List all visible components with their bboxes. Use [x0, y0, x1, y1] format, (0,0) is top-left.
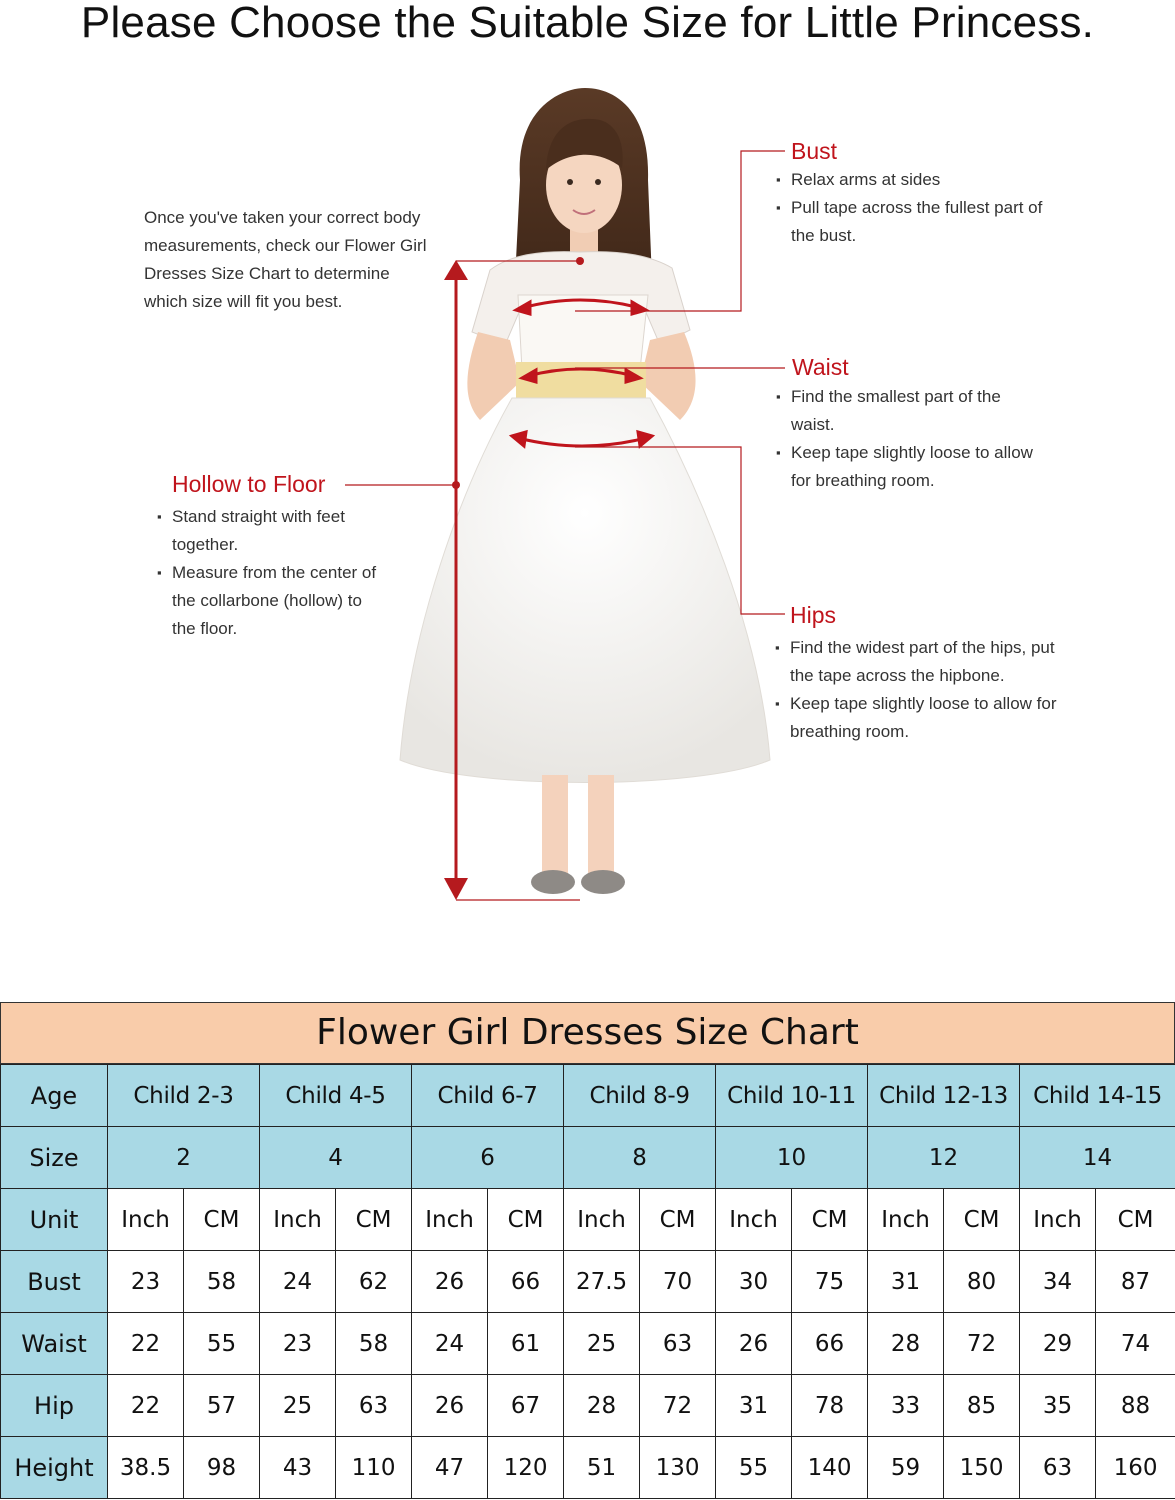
hip-row: [1, 1375, 1175, 1437]
waist-value-cell: 61: [488, 1313, 564, 1375]
age-row: [1, 1065, 1175, 1127]
size-cell: 12: [868, 1127, 1020, 1189]
bust-value-cell: 26: [412, 1251, 488, 1313]
height-value-cell: 130: [640, 1437, 716, 1499]
age-label: Age: [1, 1065, 108, 1127]
hollow-bullet-1: ▪ Stand straight with feet together.: [157, 503, 382, 559]
size-cell: 8: [564, 1127, 716, 1189]
hip-value-cell: 78: [792, 1375, 868, 1437]
waist-value-cell: 74: [1096, 1313, 1175, 1375]
unit-inch-cell: Inch: [108, 1189, 184, 1251]
waist-value-cell: 55: [184, 1313, 260, 1375]
height-row: [1, 1437, 1175, 1499]
hips-title: Hips: [790, 602, 837, 628]
hip-value-cell: 26: [412, 1375, 488, 1437]
age-cell: Child 4-5: [260, 1065, 412, 1127]
height-value-cell: 150: [944, 1437, 1020, 1499]
hollow-bullets: [157, 503, 382, 643]
waist-value-cell: 72: [944, 1313, 1020, 1375]
unit-label: Unit: [1, 1189, 108, 1251]
hip-value-cell: 25: [260, 1375, 336, 1437]
size-row: [1, 1127, 1175, 1189]
hips-bullet-2: ▪ Keep tape slightly loose to allow for breathing room.: [775, 690, 1075, 746]
unit-cm-cell: CM: [944, 1189, 1020, 1251]
waist-value-cell: 66: [792, 1313, 868, 1375]
hip-value-cell: 63: [336, 1375, 412, 1437]
waist-value-cell: 22: [108, 1313, 184, 1375]
hips-bullet-1: ▪ Find the widest part of the hips, put the tape across the hipbone.: [775, 634, 1075, 690]
waist-bullets: [776, 383, 1041, 495]
waist-value-cell: 58: [336, 1313, 412, 1375]
unit-cm-cell: CM: [1096, 1189, 1175, 1251]
page-headline: Please Choose the Suitable Size for Little Princess.: [80, 0, 1095, 47]
hip-label: Hip: [1, 1375, 108, 1437]
waist-value-cell: 63: [640, 1313, 716, 1375]
waist-value-cell: 24: [412, 1313, 488, 1375]
unit-cm-cell: CM: [792, 1189, 868, 1251]
hip-value-cell: 31: [716, 1375, 792, 1437]
hip-value-cell: 85: [944, 1375, 1020, 1437]
waist-value-cell: 29: [1020, 1313, 1096, 1375]
hollow-bullet-2: ▪ Measure from the center of the collarbone (hollow) to the floor.: [157, 559, 382, 643]
size-cell: 6: [412, 1127, 564, 1189]
waist-title: Waist: [792, 354, 849, 380]
bust-value-cell: 34: [1020, 1251, 1096, 1313]
bust-value-cell: 87: [1096, 1251, 1175, 1313]
age-cell: Child 6-7: [412, 1065, 564, 1127]
waist-value-cell: 28: [868, 1313, 944, 1375]
hip-value-cell: 57: [184, 1375, 260, 1437]
height-value-cell: 59: [868, 1437, 944, 1499]
height-value-cell: 55: [716, 1437, 792, 1499]
waist-row: [1, 1313, 1175, 1375]
size-label: Size: [1, 1127, 108, 1189]
waist-value-cell: 26: [716, 1313, 792, 1375]
left-shoe: [531, 870, 575, 894]
bust-value-cell: 80: [944, 1251, 1020, 1313]
height-value-cell: 98: [184, 1437, 260, 1499]
bust-value-cell: 24: [260, 1251, 336, 1313]
height-value-cell: 160: [1096, 1437, 1175, 1499]
hips-bullets: [775, 634, 1075, 746]
unit-cm-cell: CM: [640, 1189, 716, 1251]
height-value-cell: 47: [412, 1437, 488, 1499]
height-value-cell: 43: [260, 1437, 336, 1499]
bust-value-cell: 75: [792, 1251, 868, 1313]
bust-value-cell: 70: [640, 1251, 716, 1313]
waist-bullet-1: ▪ Find the smallest part of the waist.: [776, 383, 1041, 439]
hip-value-cell: 28: [564, 1375, 640, 1437]
size-chart-title: Flower Girl Dresses Size Chart: [0, 1002, 1175, 1064]
unit-inch-cell: Inch: [1020, 1189, 1096, 1251]
height-value-cell: 38.5: [108, 1437, 184, 1499]
height-value-cell: 120: [488, 1437, 564, 1499]
hip-value-cell: 33: [868, 1375, 944, 1437]
age-cell: Child 12-13: [868, 1065, 1020, 1127]
unit-row: [1, 1189, 1175, 1251]
size-cell: 4: [260, 1127, 412, 1189]
unit-cm-cell: CM: [336, 1189, 412, 1251]
waist-value-cell: 23: [260, 1313, 336, 1375]
hip-value-cell: 35: [1020, 1375, 1096, 1437]
waist-label: Waist: [1, 1313, 108, 1375]
unit-cm-cell: CM: [488, 1189, 564, 1251]
bust-value-cell: 31: [868, 1251, 944, 1313]
bust-value-cell: 30: [716, 1251, 792, 1313]
unit-inch-cell: Inch: [564, 1189, 640, 1251]
waist-value-cell: 25: [564, 1313, 640, 1375]
age-cell: Child 10-11: [716, 1065, 868, 1127]
bust-value-cell: 58: [184, 1251, 260, 1313]
bust-value-cell: 66: [488, 1251, 564, 1313]
age-cell: Child 8-9: [564, 1065, 716, 1127]
size-cell: 2: [108, 1127, 260, 1189]
unit-cm-cell: CM: [184, 1189, 260, 1251]
bust-value-cell: 62: [336, 1251, 412, 1313]
waist-bullet-2: ▪ Keep tape slightly loose to allow for breathing room.: [776, 439, 1041, 495]
hip-value-cell: 22: [108, 1375, 184, 1437]
measurement-guide: [0, 70, 1175, 970]
height-value-cell: 63: [1020, 1437, 1096, 1499]
hip-value-cell: 88: [1096, 1375, 1175, 1437]
unit-inch-cell: Inch: [260, 1189, 336, 1251]
hip-value-cell: 67: [488, 1375, 564, 1437]
bust-value-cell: 27.5: [564, 1251, 640, 1313]
age-cell: Child 2-3: [108, 1065, 260, 1127]
bust-value-cell: 23: [108, 1251, 184, 1313]
unit-inch-cell: Inch: [412, 1189, 488, 1251]
bust-bullet-1: ▪ Relax arms at sides: [776, 166, 1046, 194]
bust-title: Bust: [791, 138, 838, 164]
size-table: [0, 1064, 1175, 1499]
size-chart: [0, 1002, 1175, 1500]
unit-inch-cell: Inch: [716, 1189, 792, 1251]
height-label: Height: [1, 1437, 108, 1499]
bust-row: [1, 1251, 1175, 1313]
bust-bullet-2: ▪ Pull tape across the fullest part of the bust.: [776, 194, 1046, 250]
height-value-cell: 51: [564, 1437, 640, 1499]
bust-bullets: [776, 166, 1046, 250]
age-cell: Child 14-15: [1020, 1065, 1175, 1127]
right-shoe: [581, 870, 625, 894]
unit-inch-cell: Inch: [868, 1189, 944, 1251]
height-value-cell: 140: [792, 1437, 868, 1499]
intro-text: Once you've taken your correct body measurements, check our Flower Girl Dresses Size Chart to determine which size will fit you best.: [144, 208, 427, 311]
size-cell: 14: [1020, 1127, 1175, 1189]
size-cell: 10: [716, 1127, 868, 1189]
bust-label: Bust: [1, 1251, 108, 1313]
height-value-cell: 110: [336, 1437, 412, 1499]
hollow-title: Hollow to Floor: [172, 471, 326, 497]
hip-value-cell: 72: [640, 1375, 716, 1437]
